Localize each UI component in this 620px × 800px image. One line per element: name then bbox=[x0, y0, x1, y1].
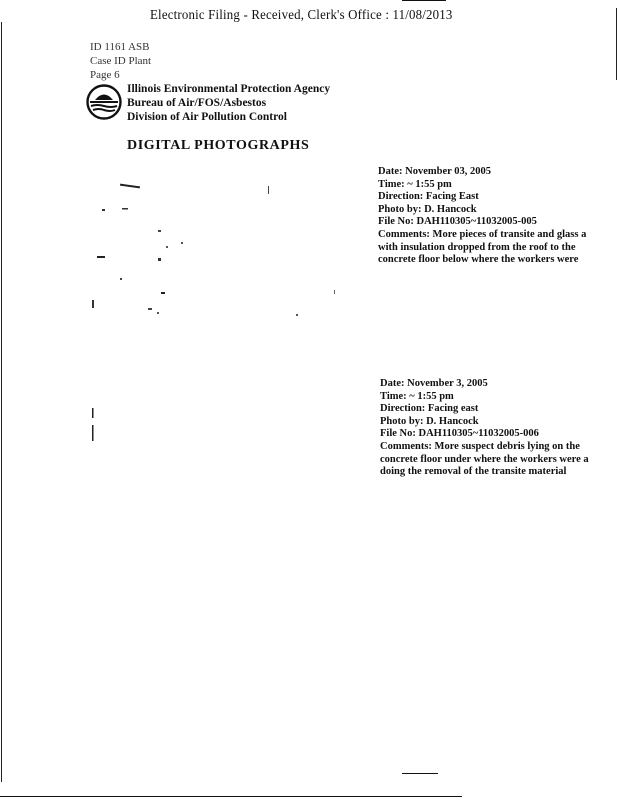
photo-2-direction: Direction: Facing east bbox=[380, 403, 479, 415]
photo-1-comments-line-1: Comments: More pieces of transite and glass a bbox=[378, 228, 587, 240]
left-scan-edge bbox=[1, 22, 2, 782]
photo-1-date: Date: November 03, 2005 bbox=[378, 166, 491, 177]
bottom-rule bbox=[0, 796, 462, 797]
photo-2 bbox=[88, 395, 348, 575]
photo-2-photographer: Photo by: D. Hancock bbox=[380, 415, 479, 427]
reference-case: Case ID Plant bbox=[90, 55, 152, 67]
photo-2-details bbox=[380, 378, 620, 479]
filing-stamp: Electronic Filing - Received, Clerk's Office : 11/08/2013 bbox=[150, 8, 453, 23]
photo-1 bbox=[88, 178, 348, 358]
photo-1-comments-line-3: concrete floor below where the workers were bbox=[378, 254, 579, 266]
right-scan-edge bbox=[616, 8, 617, 80]
iepa-seal-icon bbox=[86, 84, 122, 120]
section-title: DIGITAL PHOTOGRAPHS bbox=[127, 138, 310, 153]
photo-2-comments-line-1: Comments: More suspect debris lying on the bbox=[380, 440, 580, 452]
photo-1-photographer: Photo by: D. Hancock bbox=[378, 203, 477, 215]
photo-1-file-number: File No: DAH110305~11032005-005 bbox=[378, 216, 537, 228]
agency-bureau: Bureau of Air/FOS/Asbestos bbox=[127, 97, 267, 109]
reference-page: Page 6 bbox=[90, 69, 120, 81]
photo-2-comments-line-2: concrete floor under where the workers were a bbox=[380, 453, 589, 465]
photo-1-details bbox=[378, 166, 618, 267]
photo-2-time: Time: ~ 1:55 pm bbox=[380, 390, 454, 402]
photo-1-direction: Direction: Facing East bbox=[378, 191, 479, 203]
photo-2-date: Date: November 3, 2005 bbox=[380, 378, 488, 389]
photo-1-time: Time: ~ 1:55 pm bbox=[378, 178, 452, 190]
photo-2-comments-line-3: doing the removal of the transite material bbox=[380, 466, 567, 478]
reference-id: ID 1161 ASB bbox=[90, 41, 150, 53]
photo-1-comments-line-2: with insulation dropped from the roof to the bbox=[378, 241, 576, 253]
bottom-scan-mark bbox=[402, 773, 438, 774]
agency-name: Illinois Environmental Protection Agency bbox=[127, 83, 331, 95]
top-scan-mark bbox=[402, 0, 446, 1]
photo-2-file-number: File No: DAH110305~11032005-006 bbox=[380, 428, 539, 440]
agency-division: Division of Air Pollution Control bbox=[127, 111, 287, 123]
